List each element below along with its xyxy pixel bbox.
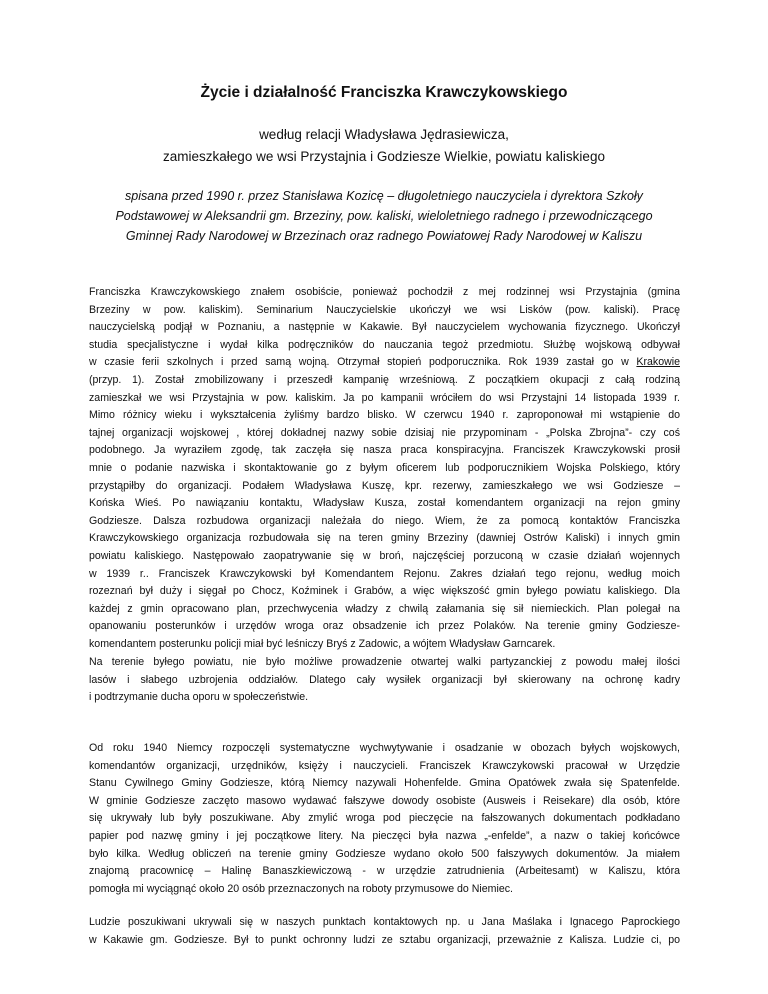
authorship-note <box>70 186 698 246</box>
paragraph-line: się ukrywały lub były poszukiwane. Aby zmylić wroga pod pieczęcie na fałszowanych dokumentach podkładano <box>89 812 680 825</box>
document-title: Życie i działalność Franciszka Krawczykowskiego <box>200 84 568 101</box>
paragraph-line: i podtrzymanie ducha oporu w społeczeństwie. <box>89 691 309 704</box>
paragraph-line: przystąpiłby do organizacji. Podałem Władysława Kuszę, kpr. rezerwy, zamieszkałego we wsi Godziesze – <box>89 479 680 492</box>
paragraph-line: Franciszka Krawczykowskiego znałem osobiście, ponieważ pochodził z mej rodzinnej wsi Przystajnia (gmina <box>89 286 680 298</box>
paragraph-line: Krawczykowskiego organizacja rozbudowała się na teren gminy Brzeziny (dawniej Ostrów Kaliski) i innych gmin <box>89 532 680 545</box>
paragraph-line: opanowaniu posterunków i urzędów wroga oraz obsadzenie ich przez Polaków. Na terenie gminy Godziesze- <box>89 620 680 633</box>
paragraph-line: podobnego. Ja wyraziłem zgodę, tak zaczęła się nasza praca konspiracyjna. Franciszek Krawczykowski prosił <box>89 444 680 457</box>
paragraph-2 <box>89 654 680 707</box>
paragraph-line: Mimo różnicy wieku i wykształcenia żyliśmy bardzo blisko. W czerwcu 1940 r. zaproponował mi wstąpienie do <box>89 409 680 422</box>
paragraph-line: w 1939 r.. Franciszek Krawczykowski był Komendantem Rejonu. Zakres działań tego rejonu, według moich <box>89 567 680 580</box>
paragraph-line: każdej z gmin opracowano plan, przechwycenia władzy z chwilą załamania się sił niemieckich. Plan polegał na <box>89 602 680 615</box>
paragraph-line: powiatu kaliskiego. Następowało zaopatrywanie się w broń, najczęściej porzuconą w czasie działań wojennych <box>89 549 680 562</box>
paragraph-line: W gminie Godziesze zaczęto masowo wydawać fałszywe dowody osobiste (Ausweis i Reisekare) dla osób, które <box>89 794 680 807</box>
paragraph-3 <box>89 740 680 898</box>
paragraph-line: zamieszkał we wsi Przystajnia w pow. kaliskim. Ja po kampanii wróciłem do wsi Przystajni 14 listopada 1939 r. <box>89 391 680 404</box>
paragraph-line: komendantów organizacji, urzędników, księży i nauczycieli. Franciszek Krawczykowski pracował w Urzędzie <box>89 759 680 772</box>
paragraph-line: komendantem posterunku policji miał być leśniczy Bryś z Zadowic, a wójtem Władysław Garncarek. <box>89 637 556 650</box>
paragraph-line: Od roku 1940 Niemcy rozpoczęli systematyczne wychwytywanie i osadzanie w obozach byłych wojskowych, <box>89 742 680 754</box>
subtitle-line: według relacji Władysława Jędrasiewicza, <box>259 127 509 142</box>
paragraph-1 <box>89 284 680 653</box>
paragraph-line: Na terenie byłego powiatu, nie było możliwe prowadzenie otwartej walki partyzanckiej z powodu małej ilości <box>89 656 680 668</box>
paragraph-line: Ludzie poszukiwani ukrywali się w naszych punktach kontaktowych np. u Jana Maślaka i Ignacego Paprockiego <box>89 916 680 928</box>
note-line: spisana przed 1990 r. przez Stanisława Kozicę – długoletniego nauczyciela i dyrektora Szkoły <box>125 189 643 203</box>
paragraph-line: studia specjalistyczne i wydał kilka podręczników do nauczania tegoż przedmiotu. Służbę wojskową odbywał <box>89 338 680 351</box>
paragraph-line: lasów i słabego uzbrojenia oddziałów. Dlatego cały wysiłek organizacji był skierowany na ochronę kadry <box>89 673 680 686</box>
paragraph-4 <box>89 914 680 949</box>
paragraph-line: było kilka. Według obliczeń na terenie gminy Godziesze wydano około 500 fałszywych dokumentów. Ja miałem <box>89 847 680 860</box>
document-subtitle <box>60 124 708 168</box>
paragraph-line: Brzeziny w pow. kaliskim). Seminarium Nauczycielskie ukończył we wsi Lisków (pow. kaliski). Pracę <box>89 303 680 316</box>
paragraph-line: w Kakawie gm. Godziesze. Był to punkt ochronny ludzi ze sztabu organizacji, przeważnie z Kalisza. Ludzie ci, po <box>89 933 680 946</box>
paragraph-line: Godziesze. Dalsza rozbudowa organizacji należała do niego. Wiem, że za pomocą kontaktów Franciszka <box>89 514 680 527</box>
paragraph-line: papier pod nazwę gminy i jej początkowe litery. Na pieczęci była nazwa „-enfelde”, a nazw o takiej końcówce <box>89 829 680 842</box>
paragraph-line: (przyp. 1). Został zmobilizowany i przeszedł kampanię wrześniową. Z początkiem okupacji z całą rodziną <box>89 373 680 386</box>
paragraph-line: mnie o podanie nazwiska i skontaktowanie go z byłym oficerem lub podporucznikiem Wojska Polskiego, który <box>89 461 680 474</box>
paragraph-line: w czasie ferii szkolnych i przed samą wojną. Otrzymał stopień podporucznika. Rok 1939 zastał go w Krakowie <box>89 356 680 369</box>
subtitle-line: zamieszkałego we wsi Przystajnia i Godziesze Wielkie, powiatu kaliskiego <box>163 149 605 164</box>
note-line: Gminnej Rady Narodowej w Brzezinach oraz radnego Powiatowej Rady Narodowej w Kaliszu <box>125 229 643 243</box>
paragraph-line: Końska Wieś. Po nawiązaniu kontaktu, Władysław Kusza, został komendantem organizacji na rejon gminy <box>89 497 680 510</box>
paragraph-line: rozeznań był duży i sięgał po Chocz, Koźminek i Grabów, a więc większość gmin byłego powiatu kaliskiego. Dla <box>89 585 680 598</box>
note-line: Podstawowej w Aleksandrii gm. Brzeziny, pow. kaliski, wieloletniego radnego i przewodniczącego <box>115 209 653 223</box>
paragraph-line: pomogła mi wyciągnąć około 20 osób przeznaczonych na roboty przymusowe do Niemiec. <box>89 882 513 895</box>
paragraph-line: tajnej organizacji wojskowej , której dokładnej nazwy sobie dzisiaj nie przypominam - „Polska Zbrojna”- czy coś <box>89 426 680 439</box>
paragraph-line: nauczycielską podjął w Poznaniu, a następnie w Kakawie. Był nauczycielem wychowania fizycznego. Ukończył <box>89 321 680 334</box>
paragraph-line: znajomą pracownicę – Halinę Banaszkiewiczową - w urzędzie zatrudnienia (Arbeitesamt) w Kaliszu, która <box>89 865 680 878</box>
paragraph-line: Stanu Cywilnego Gminy Godziesze, którą Niemcy nazywali Hohenfelde. Gmina Opatówek zwała się Spatenfelde. <box>89 777 680 790</box>
underlined-place-name: Krakowie <box>636 356 680 369</box>
